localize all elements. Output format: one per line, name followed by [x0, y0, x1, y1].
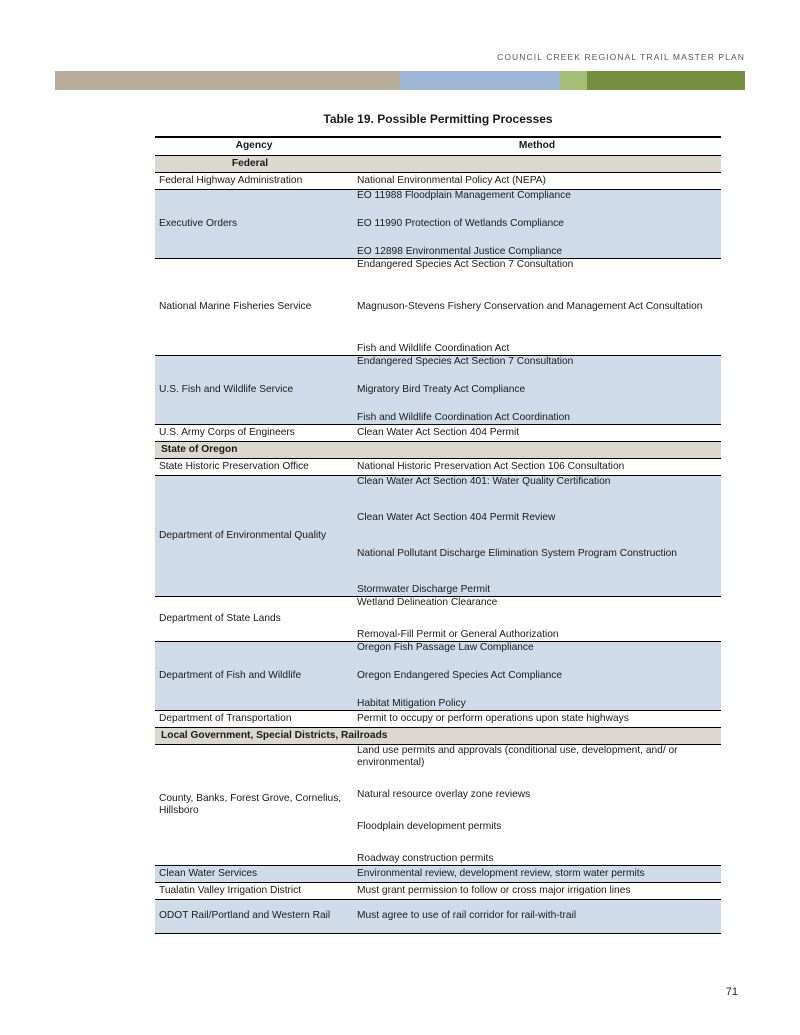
agency-cell: State Historic Preservation Office [155, 459, 353, 476]
table-row [155, 883, 721, 900]
method-item: Must grant permission to follow or cross major irrigation lines [357, 884, 631, 896]
method-item: Fish and Wildlife Coordination Act Coordination [357, 411, 570, 423]
table-row [155, 173, 721, 190]
table-row [155, 642, 721, 711]
method-item: Removal-Fill Permit or General Authorization [357, 628, 559, 640]
section-label: State of Oregon [155, 442, 721, 459]
color-band-light-green [560, 71, 587, 90]
agency-cell: Department of State Lands [155, 597, 353, 642]
method-item: National Pollutant Discharge Elimination System Program Construction [357, 547, 677, 559]
method-cell [353, 356, 721, 425]
method-item: Must agree to use of rail corridor for rail-with-trail [357, 910, 577, 922]
table-row [155, 711, 721, 728]
method-item: Clean Water Act Section 404 Permit [357, 426, 520, 438]
method-item: Habitat Mitigation Policy [357, 697, 466, 709]
color-band-tan [55, 71, 400, 90]
method-item: Stormwater Discharge Permit [357, 583, 491, 595]
agency-cell: ODOT Rail/Portland and Western Rail [155, 900, 353, 934]
header-color-band [55, 71, 745, 90]
method-item: Wetland Delineation Clearance [357, 597, 498, 608]
method-item: Oregon Endangered Species Act Compliance [357, 669, 563, 681]
table-row [155, 900, 721, 934]
section-row-federal [155, 156, 721, 173]
running-header: COUNCIL CREEK REGIONAL TRAIL MASTER PLAN [497, 52, 745, 62]
agency-cell: Executive Orders [155, 190, 353, 259]
color-band-green [587, 71, 745, 90]
method-item: EO 12898 Environmental Justice Compliance [357, 245, 562, 257]
method-item: Oregon Fish Passage Law Compliance [357, 642, 534, 653]
method-item: Land use permits and approvals (conditional use, development, and/ or environmental) [357, 745, 678, 769]
method-item: Fish and Wildlife Coordination Act [357, 342, 510, 354]
section-label: Local Government, Special Districts, Railroads [155, 728, 721, 745]
method-cell [353, 476, 721, 597]
section-row-state [155, 442, 721, 459]
table-row [155, 190, 721, 259]
method-cell [353, 190, 721, 259]
method-cell [353, 597, 721, 642]
agency-cell: Federal Highway Administration [155, 173, 353, 190]
method-column-header: Method [353, 137, 721, 156]
method-item: EO 11988 Floodplain Management Compliance [357, 190, 571, 201]
agency-cell: Department of Fish and Wildlife [155, 642, 353, 711]
table-row [155, 259, 721, 356]
method-item: EO 11990 Protection of Wetlands Compliance [357, 217, 564, 229]
method-item: Natural resource overlay zone reviews [357, 789, 531, 801]
method-item: Endangered Species Act Section 7 Consultation [357, 356, 574, 367]
method-cell [353, 259, 721, 356]
table-row [155, 459, 721, 476]
section-label: Federal [231, 157, 269, 169]
method-item: Endangered Species Act Section 7 Consultation [357, 259, 574, 270]
color-band-blue [400, 71, 560, 90]
method-cell [353, 642, 721, 711]
agency-cell: Clean Water Services [155, 866, 353, 883]
agency-column-header: Agency [155, 137, 353, 156]
method-cell [353, 900, 721, 934]
table-header-row [155, 137, 721, 156]
table-row [155, 866, 721, 883]
method-item: Clean Water Act Section 404 Permit Review [357, 511, 556, 523]
table-row [155, 356, 721, 425]
agency-cell: National Marine Fisheries Service [155, 259, 353, 356]
page-number: 71 [725, 986, 738, 998]
agency-cell: U.S. Fish and Wildlife Service [155, 356, 353, 425]
method-cell [353, 711, 721, 728]
method-item: Floodplain development permits [357, 820, 502, 832]
method-item: National Historic Preservation Act Section 106 Consultation [357, 460, 625, 472]
method-item: Magnuson-Stevens Fishery Conservation and Management Act Consultation [357, 300, 703, 312]
agency-cell: Department of Transportation [155, 711, 353, 728]
method-item: Permit to occupy or perform operations upon state highways [357, 712, 629, 724]
table-title: Table 19. Possible Permitting Processes [323, 112, 553, 126]
method-cell [353, 866, 721, 883]
table-row [155, 597, 721, 642]
method-cell [353, 883, 721, 900]
agency-cell: Tualatin Valley Irrigation District [155, 883, 353, 900]
method-cell [353, 173, 721, 190]
method-item: National Environmental Policy Act (NEPA) [357, 174, 546, 186]
agency-cell: Department of Environmental Quality [155, 476, 353, 597]
section-row-local [155, 728, 721, 745]
method-cell [353, 425, 721, 442]
method-item: Roadway construction permits [357, 852, 494, 864]
agency-cell: County, Banks, Forest Grove, Cornelius, Hillsboro [155, 745, 353, 866]
table-row [155, 745, 721, 866]
method-cell [353, 459, 721, 476]
method-item: Environmental review, development review, storm water permits [357, 867, 645, 879]
table-row [155, 476, 721, 597]
method-cell [353, 745, 721, 866]
method-item: Migratory Bird Treaty Act Compliance [357, 383, 526, 395]
method-item: Clean Water Act Section 401: Water Quality Certification [357, 476, 611, 487]
table-row [155, 425, 721, 442]
permitting-table [155, 136, 721, 934]
agency-cell: U.S. Army Corps of Engineers [155, 425, 353, 442]
